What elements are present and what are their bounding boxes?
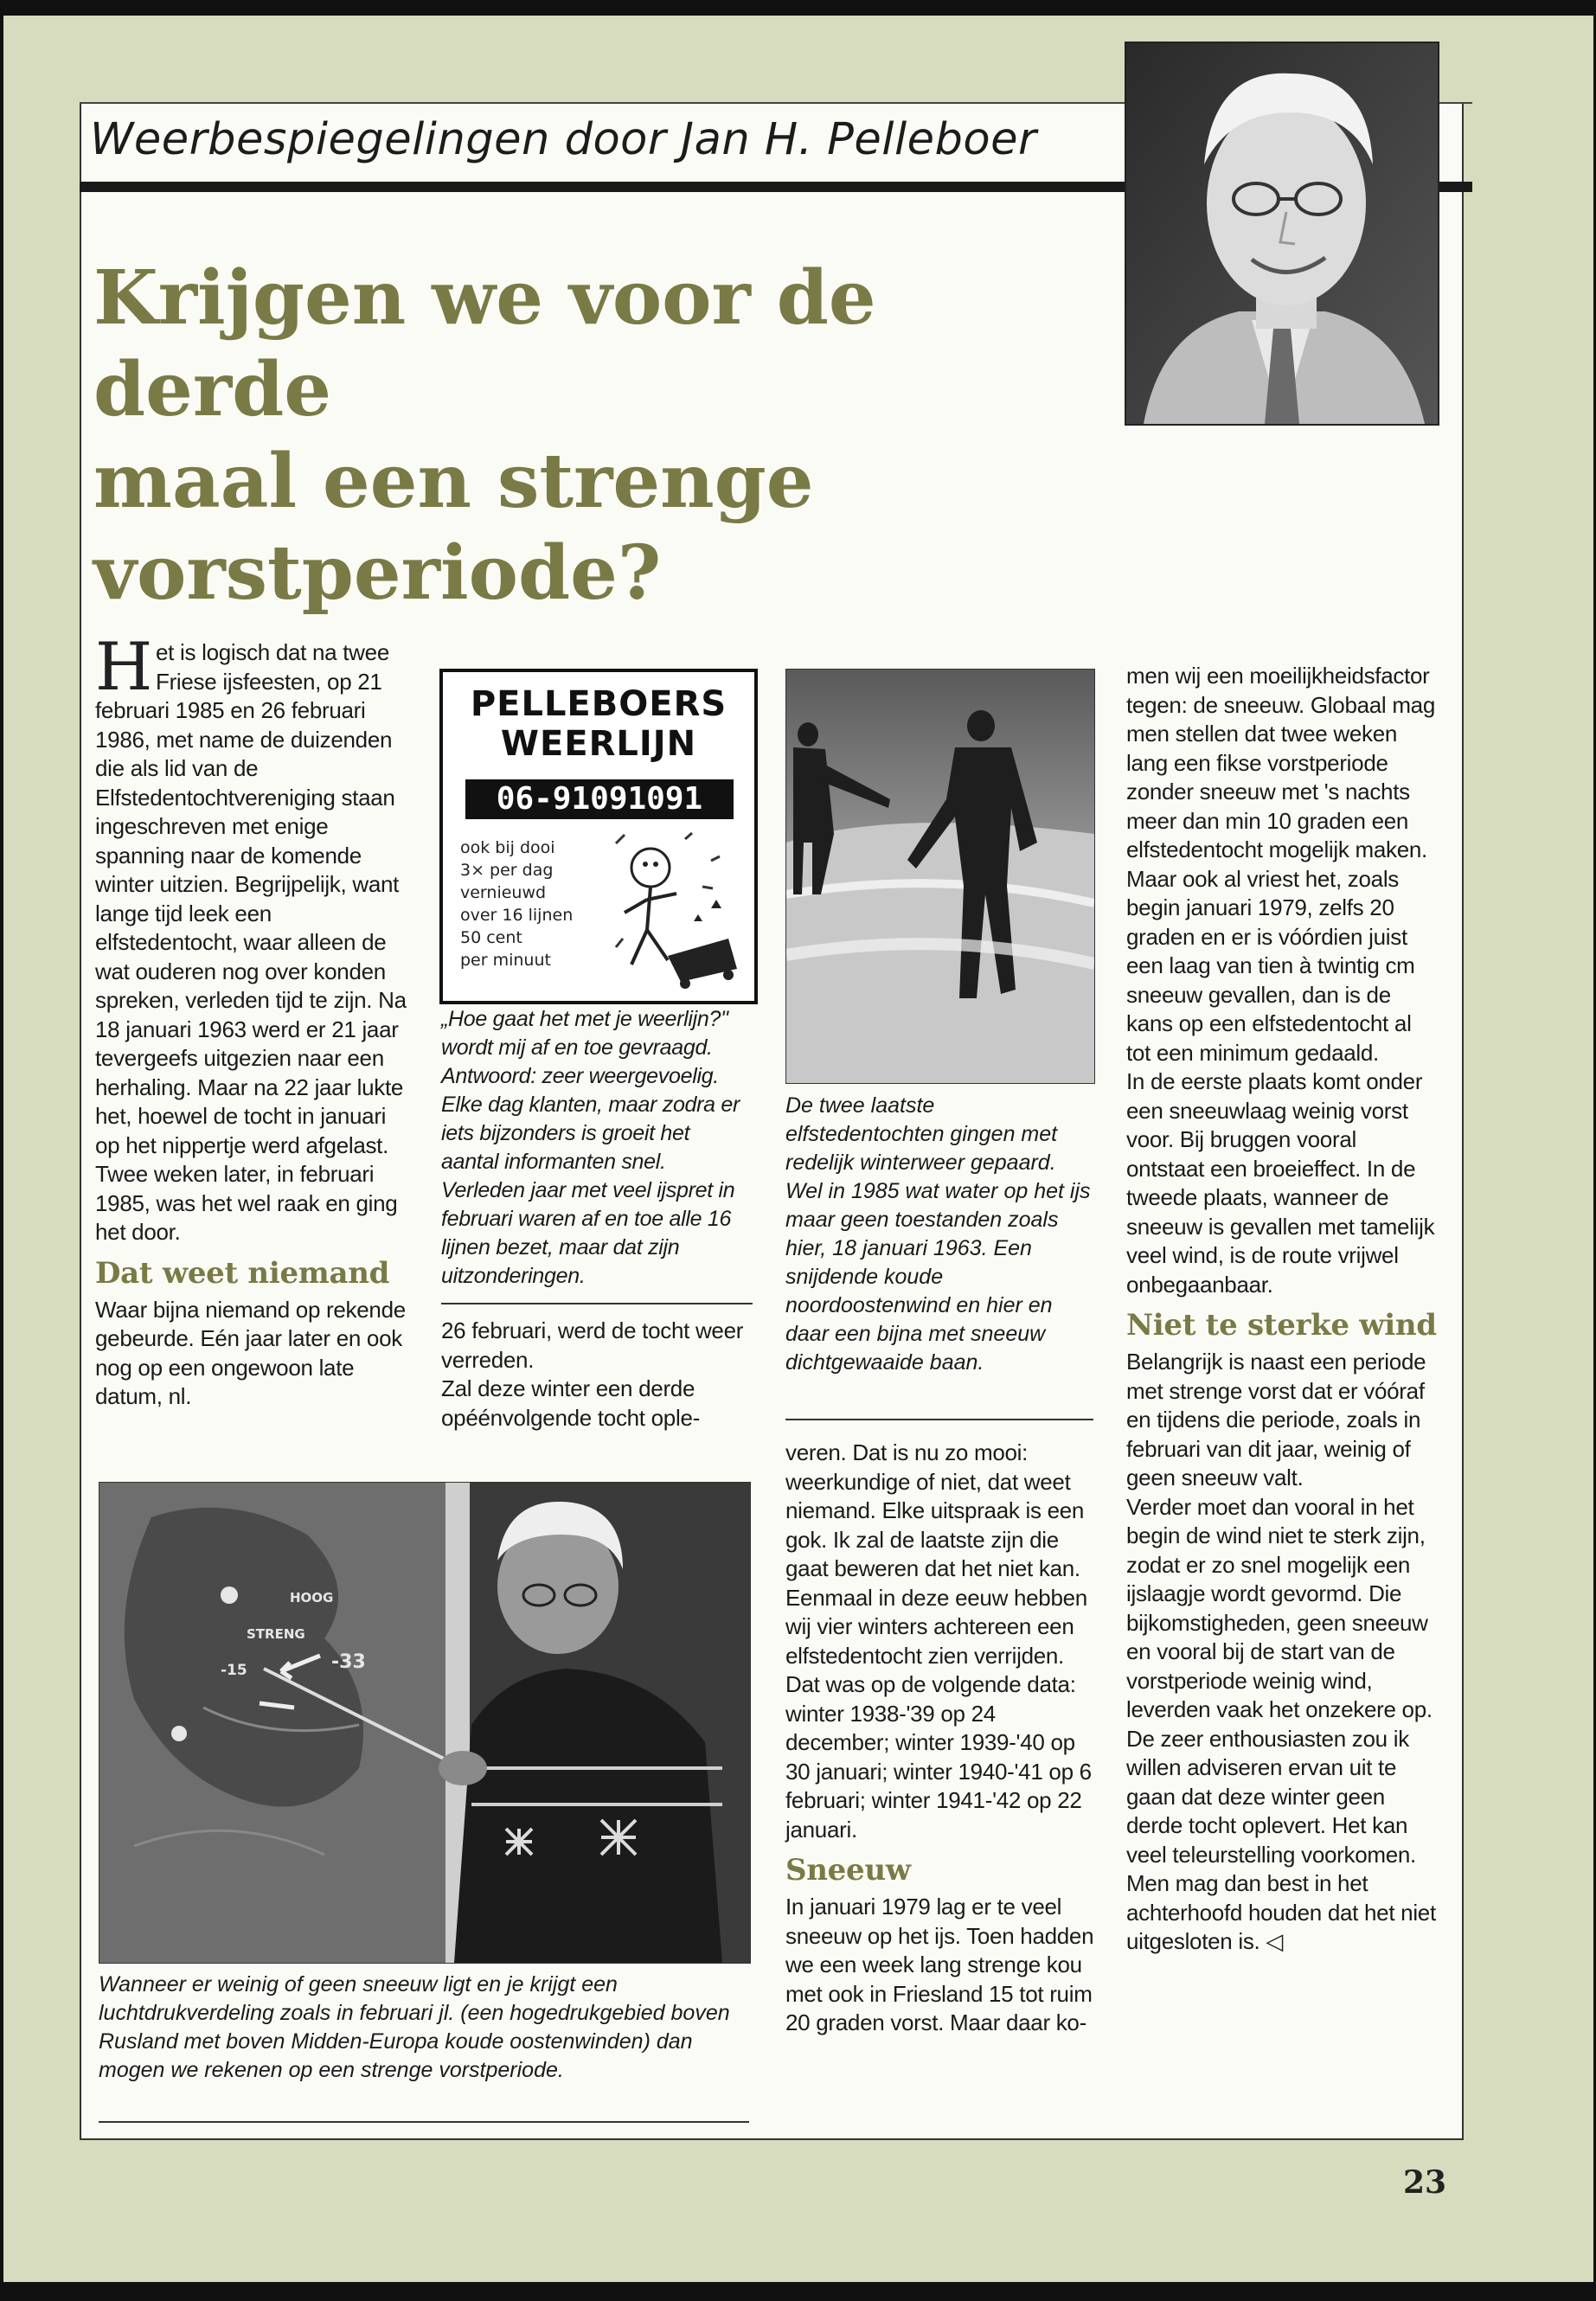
column2-paragraph-1: 26 februari, werd de tocht weer verreden. <box>441 1317 744 1373</box>
ad-phone-number: 06-91091091 <box>465 779 734 819</box>
weerlijn-quote: „Hoe gaat het met je weerlijn?" wordt mij af en toe gevraagd. Antwoord: zeer weergevoelig. Elke dag klanten, maar zodra er iets bijzonders is groeit het aantal informanten snel. Verleden jaar met veel ijspret in februari waren af en toe alle 16 lijnen bezet, maar dat zijn uitzonderingen. <box>441 1007 740 1288</box>
map-label-minus33: -33 <box>331 1651 366 1673</box>
ad-line-1: ook bij dooi <box>460 838 555 857</box>
page-number: 23 <box>1403 2164 1447 2201</box>
article-column-2 <box>441 1005 753 1433</box>
column2-paragraph-2: Zal deze winter een derde opéénvolgende tocht ople- <box>441 1375 700 1431</box>
column4-paragraph-4: Verder moet dan vooral in het begin de wind niet te sterk zijn, zodat er zo snel mogelijk een ijslaagje wordt gevormd. Die bijkomstigheden, geen sneeuw en vooral bij de start van de vorstperiode weinig wind, leverden vaak het onzekere op. <box>1126 1493 1433 1722</box>
ad-line-2: 3× per dag <box>460 861 554 880</box>
drop-cap: H <box>95 628 152 705</box>
ad-title <box>443 684 754 764</box>
column4-paragraph-2: In de eerste plaats komt onder een sneeuwlaag weinig vorst voor. Bij bruggen vooral ontstaat een broeieffect. In de tweede plaats, wanneer de sneeuw is gevallen met tamelijk veel wind, is de route vrijwel onbegaanbaar. <box>1126 1068 1435 1298</box>
article-column-1 <box>95 628 408 1412</box>
weather-map-photo <box>99 1482 751 1964</box>
weatherman-at-map-image <box>99 1483 750 1963</box>
map-label-hoog: HOOG <box>290 1590 334 1606</box>
skaters-1963-image <box>786 670 1094 1083</box>
map-label-minus15: -15 <box>221 1662 247 1679</box>
ad-line-4: over 16 lijnen <box>460 906 574 925</box>
series-title: Weerbespiegelingen door Jan H. Pelleboer <box>90 114 1037 165</box>
article-column-3 <box>785 1439 1104 2038</box>
subhead-sneeuw: Sneeuw <box>785 1853 911 1888</box>
weerlijn-advertisement <box>439 669 758 1004</box>
subhead-dat-weet-niemand: Dat weet niemand <box>95 1255 390 1291</box>
column3-paragraph-1: veren. Dat is nu zo mooi: weerkundige of niet, dat weet niemand. Elke uitspraak is een gok. Ik zal de laatste zijn die gaat beweren dat het niet kan. <box>785 1439 1085 1581</box>
ad-line-6: per minuut <box>460 951 551 970</box>
column4-paragraph-3: Belangrijk is naast een periode met strenge vorst dat er vóóraf en tijdens die periode, zoals in februari van dit jaar, weinig of geen sneeuw valt. <box>1126 1349 1426 1490</box>
map-caption-rule <box>99 2121 749 2123</box>
ad-line-3: vernieuwd <box>460 883 547 902</box>
headline-line-1: Krijgen we voor de derde <box>93 254 876 433</box>
author-portrait <box>1125 42 1439 426</box>
column4-paragraph-1: men wij een moeilijkheidsfactor tegen: de sneeuw. Globaal mag men stellen dat twee weken lang een fikse vorstperiode zonder sneeuw met 's nachts meer dan min 10 graden een elfstedentocht mogelijk maken. Maar ook al vriest het, zoals begin januari 1979, zelfs 20 graden en er is vóórdien juist een laag van tien à twintig cm sneeuw gevallen, dan is de kans op een elfstedentocht al tot een minimum gedaald. <box>1126 663 1436 1066</box>
cartoon-weatherman-illustration <box>599 826 747 990</box>
column1-paragraph-2: Waar bijna niemand op rekende gebeurde. Eén jaar later en ook nog op een ongewoon late datum, nl. <box>95 1296 406 1409</box>
column4-paragraph-5: De zeer enthousiasten zou ik willen adviseren ervan uit te gaan dat deze winter geen derde tocht oplevert. Het kan veel teleurstelling voorkomen. Men mag dan best in het achterhoofd houden dat het niet uitgesloten is. ◁ <box>1126 1725 1436 1954</box>
skaters-caption: De twee laatste elfstedentochten gingen met redelijk winterweer gepaard. Wel in 1985 wat water op het ijs maar geen toestanden zoals hier, 18 januari 1963. Een snijdende koude noordoostenwind en hier en daar een bijna met sneeuw dichtgewaaide baan. <box>785 1093 1091 1375</box>
article-headline <box>93 253 1088 619</box>
subhead-niet-te-sterke-wind: Niet te sterke wind <box>1126 1308 1437 1343</box>
skaters-photo <box>785 669 1095 1084</box>
ad-title-line-2: WEERLIJN <box>500 724 697 764</box>
portrait-photo <box>1126 43 1438 424</box>
article-column-4 <box>1126 662 1438 1957</box>
map-caption: Wanneer er weinig of geen sneeuw ligt en je krijgt een luchtdrukverdeling zoals in februari jl. (een hogedrukgebied boven Rusland met boven Midden-Europa koude oostenwinden) dan mogen we rekenen op een strenge vorstperiode. <box>99 1972 730 2082</box>
ad-line-5: 50 cent <box>460 928 522 947</box>
ad-details <box>460 836 599 971</box>
column3-paragraph-2: Eenmaal in deze eeuw hebben wij vier winters achtereen een elfstedentocht zien verrijden. Dat was op de volgende data: winter 1938-'39 op 24 december; winter 1939-'40 op 30 januari; winter 1940-'41 op 6 februari; winter 1941-'42 op 22 januari. <box>785 1584 1092 1843</box>
ad-title-line-1: PELLEBOERS <box>470 684 727 724</box>
column3-paragraph-3: In januari 1979 lag er te veel sneeuw op het ijs. Toen hadden we een week lang strenge kou met ook in Friesland 15 tot ruim 20 graden vorst. Maar daar ko- <box>785 1894 1094 2035</box>
map-label-streng: STRENG <box>247 1626 305 1642</box>
intro-paragraph <box>95 628 408 1247</box>
headline-line-3: vorstperiode? <box>93 529 662 617</box>
quote-rule <box>441 1303 753 1304</box>
skaters-caption-rule <box>785 1419 1093 1420</box>
intro-text: et is logisch dat na twee Friese ijsfeesten, op 21 februari 1985 en 26 februari 1986, met name de duizenden die als lid van de Elfstedentochtvereniging staan ingeschreven met enige spanning naar de komende winter uitzien. Begrijpelijk, want lange tijd leek een elfstedentocht, waar alleen de wat ouderen nog over konden spreken, verleden tijd te zijn. Na 18 januari 1963 werd er 21 jaar tevergeefs uitgezien naar een herhaling. Maar na 22 jaar lukte het, hoewel de tocht in januari op het nippertje werd afgelast. Twee weken later, in februari 1985, was het wel raak en ging het door. <box>95 639 407 1245</box>
headline-line-2: maal een strenge <box>93 438 814 525</box>
